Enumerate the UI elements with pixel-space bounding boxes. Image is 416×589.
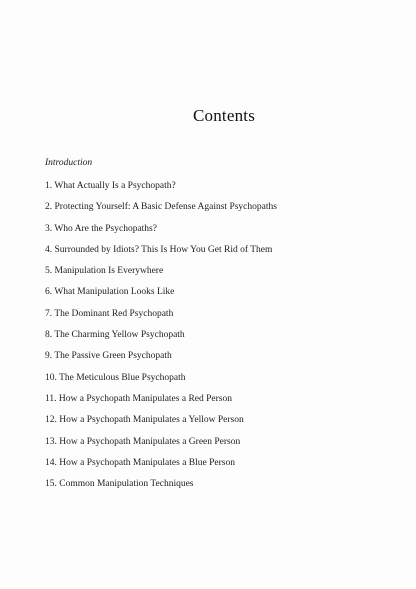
- toc-entry[interactable]: 11. How a Psychopath Manipulates a Red Person: [45, 393, 232, 404]
- toc-entry[interactable]: 9. The Passive Green Psychopath: [45, 351, 172, 362]
- toc-entry[interactable]: 13. How a Psychopath Manipulates a Green Person: [45, 436, 241, 447]
- toc-entry[interactable]: 7. The Dominant Red Psychopath: [45, 308, 174, 319]
- toc-entry[interactable]: 14. How a Psychopath Manipulates a Blue Person: [45, 457, 235, 468]
- toc-entry[interactable]: 6. What Manipulation Looks Like: [45, 287, 175, 298]
- toc-entry[interactable]: 2. Protecting Yourself: A Basic Defense Against Psychopaths: [45, 202, 277, 213]
- toc-entry[interactable]: 3. Who Are the Psychopaths?: [45, 223, 157, 234]
- toc-introduction[interactable]: Introduction: [45, 158, 93, 168]
- toc-entry[interactable]: 12. How a Psychopath Manipulates a Yellow Person: [45, 415, 244, 426]
- table-of-contents: [45, 178, 277, 497]
- toc-entry[interactable]: 15. Common Manipulation Techniques: [45, 479, 194, 490]
- toc-entry[interactable]: 10. The Meticulous Blue Psychopath: [45, 372, 186, 383]
- page-title: Contents: [192, 106, 256, 125]
- toc-entry[interactable]: 4. Surrounded by Idiots? This Is How You Get Rid of Them: [45, 244, 273, 255]
- toc-entry[interactable]: 1. What Actually Is a Psychopath?: [45, 181, 176, 191]
- toc-entry[interactable]: 8. The Charming Yellow Psychopath: [45, 330, 185, 341]
- toc-entry[interactable]: 5. Manipulation Is Everywhere: [45, 266, 164, 277]
